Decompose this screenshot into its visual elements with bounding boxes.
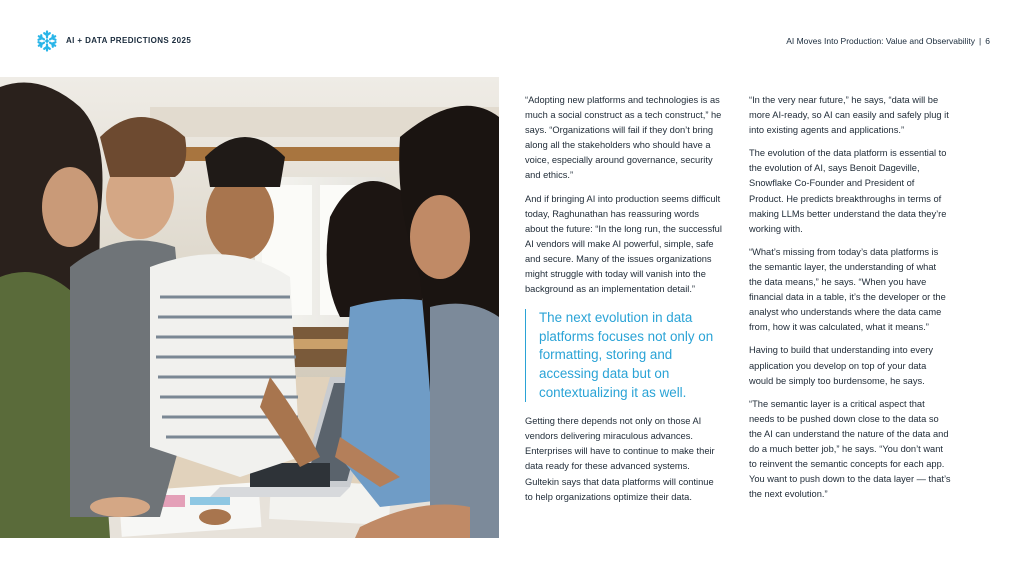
snowflake-icon bbox=[36, 30, 58, 52]
section-name: AI Moves Into Production: Value and Observability bbox=[786, 36, 976, 46]
text-column-right bbox=[749, 93, 951, 510]
text-column-left bbox=[525, 93, 723, 513]
paragraph: “What’s missing from today’s data platforms is the semantic layer, the understanding of what the data means,” he says. “When you have financial data in a table, it’s the developer or the analyst who understands where the data came from, how it was calculated, what it means.” bbox=[749, 246, 946, 333]
paragraph: “In the very near future,” he says, “data will be more AI-ready, so AI can easily and safely plug it into existing agents and applications.” bbox=[749, 95, 949, 136]
paragraph: Having to build that understanding into every application you develop on top of your data would be simply too burdensome, he says. bbox=[749, 345, 933, 386]
team-photo bbox=[0, 77, 499, 538]
paragraph: And if bringing AI into production seems difficult today, Raghunathan has reassuring words about the future: “In the long run, the successful AI vendors will make AI powerful, simple, safe and secure. Many of the issues organizations might struggle with today will vanish into the background as an implementation detail.” bbox=[525, 193, 722, 295]
page-number: 6 bbox=[985, 36, 990, 46]
separator: | bbox=[979, 36, 982, 46]
paragraph: The evolution of the data platform is essential to the evolution of AI, says Benoit Dageville, Snowflake Co-Founder and President of Product. He predicts breakthroughs in terms of making LLMs better understand the data they’re working with. bbox=[749, 148, 947, 234]
page-header bbox=[0, 0, 1024, 76]
pull-quote: The next evolution in data platforms focuses not only on formatting, storing and accessing data but on contextualizing it as well. bbox=[525, 309, 723, 402]
photo-team-at-laptop bbox=[0, 77, 499, 538]
section-title bbox=[786, 36, 990, 46]
paragraph: “Adopting new platforms and technologies is as much a social construct as a tech construct,” he says. “Organizations will fail if they don’t bring along all the stakeholders who should have a voice, especially around governance, security and ethics.” bbox=[525, 95, 722, 181]
paragraph: Getting there depends not only on those AI vendors delivering miraculous advances. Enterprises will have to continue to make their data ready for these advanced systems. Gultekin says that data platforms will continue to help organizations optimize their data. bbox=[525, 416, 715, 502]
report-title: AI + DATA PREDICTIONS 2025 bbox=[66, 36, 192, 45]
paragraph: “The semantic layer is a critical aspect that needs to be pushed down close to the data so the AI can understand the nature of the data and do a much better job,” he says. “You don’t want to reinvent the semantic concepts for each app. You want to push down to the data layer — that’s the next evolution.” bbox=[749, 398, 951, 500]
